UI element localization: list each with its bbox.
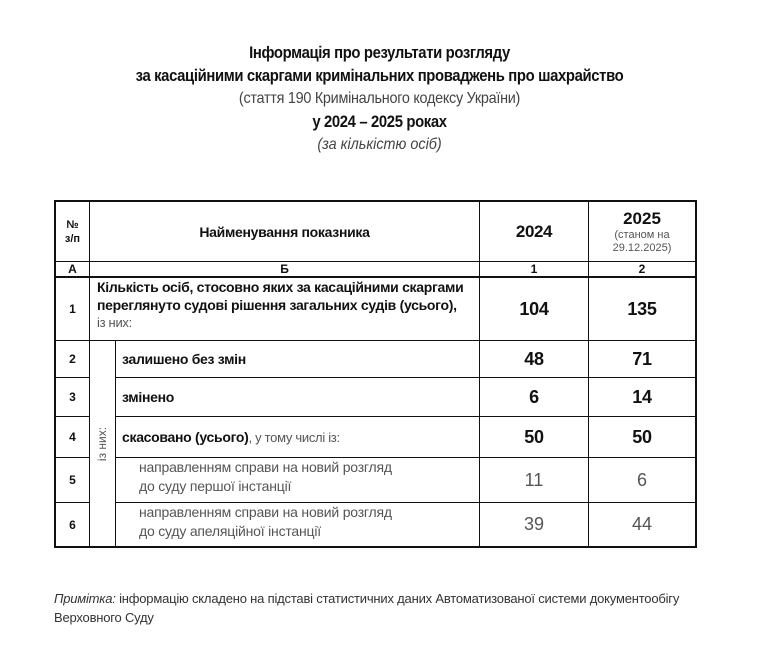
row-1-value-2025: 135 [627,298,657,319]
row-1-name-suffix: із них: [97,315,132,330]
header-number-line2: з/п [64,232,81,245]
header-2024: 2024 [515,221,553,241]
group-label-cell [90,341,115,546]
index-2: 2 [638,262,646,276]
footnote [54,589,734,627]
row-6-value-2024: 39 [523,514,545,534]
row-6-name-line1: направленням справи на новий розгляд [139,504,392,520]
row-3-number: 3 [69,390,76,404]
row-3-value-2025: 14 [632,386,652,407]
footnote-text: інформацію складено на підставі статистичних даних Автоматизованої системи документообігу Верховного Суду [54,591,680,625]
row-5-number: 5 [69,473,76,487]
row-4-name [122,417,478,457]
row-1-name-line1: Кількість осіб, стосовно яких за касаційними скаргами [97,279,464,295]
header-number [56,202,89,261]
row-3-value-2024: 6 [529,386,539,407]
row-5-name-line1: направленням справи на новий розгляд [139,459,392,475]
header-2025-note-line1: (станом на [614,228,670,241]
row-1-name [97,278,477,340]
row-5-value-2025: 6 [636,469,647,490]
row-3-name: змінено [122,389,175,405]
header-2025-note-line2: 29.12.2025) [612,241,672,254]
row-5-name-line2: до суду першої інстанції [139,478,292,494]
row-1-name-line2: переглянуто судові рішення загальних судів (усього), [97,297,457,313]
index-a: А [68,262,77,276]
row-2-number: 2 [69,352,76,366]
footnote-label: Примітка: [54,591,116,606]
title-line-1: Інформація про результати розгляду [249,44,510,62]
row-6-number: 6 [69,517,76,532]
row-6-name-line2: до суду апеляційної інстанції [139,523,321,539]
header-indicator-name: Найменування показника [199,223,370,240]
row-5-name [139,458,478,502]
row-4-name-main: скасовано (усього) [122,429,249,445]
index-b: Б [280,262,289,276]
row-4-value-2024: 50 [524,426,544,447]
statistics-table [54,200,697,548]
title-line-3: (стаття 190 Кримінального кодексу України) [238,90,521,107]
row-2-name: залишено без змін [122,351,246,367]
row-4-name-suffix: , у тому числі із: [248,429,340,445]
row-1-number: 1 [69,302,76,316]
row-5-value-2024: 11 [524,469,544,490]
title-line-2: за касаційними скаргами кримінальних проваджень про шахрайство [135,67,624,85]
row-6-name [139,503,478,546]
header-number-line1: № [66,218,79,231]
title-line-4: у 2024 – 2025 роках [312,113,447,131]
row-4-value-2025: 50 [632,426,652,447]
row-2-value-2025: 71 [632,348,652,369]
row-4-number: 4 [69,430,76,444]
row-6-value-2025: 44 [631,514,653,534]
row-1-value-2024: 104 [519,298,549,319]
index-1: 1 [530,262,538,276]
header-2025 [589,202,695,261]
row-2-value-2024: 48 [524,348,544,369]
header-2025-year: 2025 [623,208,661,228]
title-line-5: (за кількістю осіб) [317,136,442,153]
group-label: із них: [95,426,110,461]
